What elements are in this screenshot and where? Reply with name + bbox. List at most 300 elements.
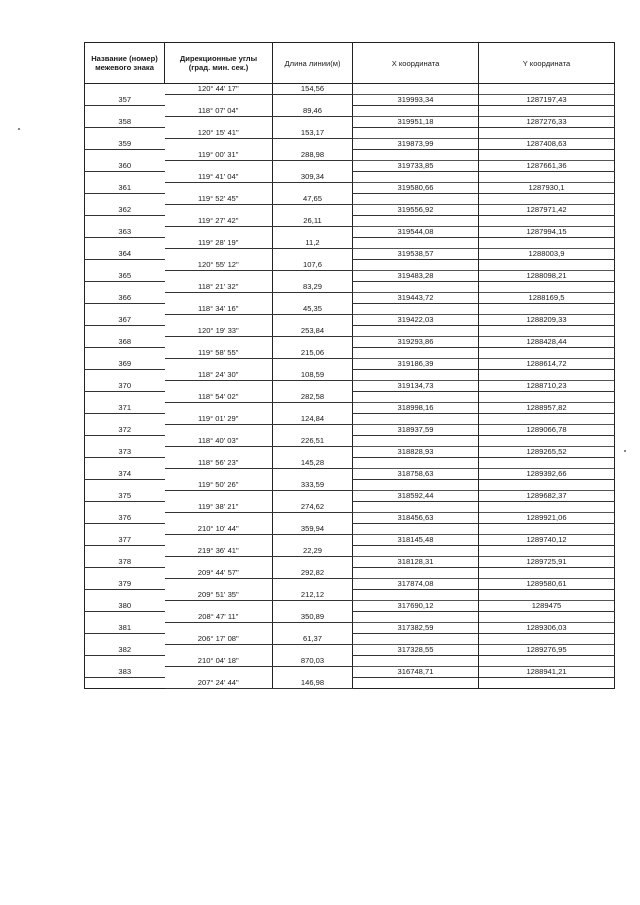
line-length-cell: [273, 557, 353, 568]
direction-angle-cell: [165, 271, 273, 282]
line-length-cell: 309,34: [273, 172, 353, 183]
direction-angle-cell: 118° 21' 32": [165, 282, 273, 293]
segment-row: [85, 348, 615, 359]
segment-row: [85, 238, 615, 249]
marker-name-cell: [85, 590, 165, 601]
line-length-cell: 288,98: [273, 150, 353, 161]
line-length-cell: 11,2: [273, 238, 353, 249]
x-coordinate-cell: 318592,44: [353, 491, 479, 502]
y-coordinate-cell: 1289682,37: [479, 491, 615, 502]
line-length-cell: 89,46: [273, 106, 353, 117]
y-coordinate-cell: 1289265,52: [479, 447, 615, 458]
marker-name-cell: 359: [85, 139, 165, 150]
line-length-cell: [273, 447, 353, 458]
y-coordinate-cell: 1287408,63: [479, 139, 615, 150]
segment-row: [85, 678, 615, 689]
line-length-cell: 870,03: [273, 656, 353, 667]
y-coordinate-cell: [479, 106, 615, 117]
point-row: [85, 491, 615, 502]
point-row: [85, 667, 615, 678]
line-length-cell: [273, 139, 353, 150]
marker-name-cell: 365: [85, 271, 165, 282]
segment-row: [85, 634, 615, 645]
point-row: [85, 623, 615, 634]
marker-name-cell: [85, 282, 165, 293]
x-coordinate-cell: [353, 282, 479, 293]
direction-angle-cell: 119° 50' 26": [165, 480, 273, 491]
line-length-cell: [273, 205, 353, 216]
y-coordinate-cell: [479, 194, 615, 205]
x-coordinate-cell: [353, 590, 479, 601]
line-length-cell: 26,11: [273, 216, 353, 227]
line-length-cell: 359,94: [273, 524, 353, 535]
y-coordinate-cell: [479, 502, 615, 513]
marker-name-cell: 379: [85, 579, 165, 590]
y-coordinate-cell: [479, 392, 615, 403]
marker-name-cell: 358: [85, 117, 165, 128]
marker-name-cell: 366: [85, 293, 165, 304]
marker-name-cell: 369: [85, 359, 165, 370]
point-row: [85, 139, 615, 150]
marker-name-cell: 370: [85, 381, 165, 392]
marker-name-cell: [85, 260, 165, 271]
x-coordinate-cell: [353, 656, 479, 667]
x-coordinate-cell: [353, 480, 479, 491]
y-coordinate-cell: 1288614,72: [479, 359, 615, 370]
line-length-cell: [273, 183, 353, 194]
x-coordinate-cell: [353, 84, 479, 95]
direction-angle-cell: [165, 535, 273, 546]
segment-row: [85, 326, 615, 337]
y-coordinate-cell: 1287197,43: [479, 95, 615, 106]
line-length-cell: [273, 381, 353, 392]
x-coordinate-cell: 317874,08: [353, 579, 479, 590]
line-length-cell: 212,12: [273, 590, 353, 601]
x-coordinate-cell: 319293,86: [353, 337, 479, 348]
marker-name-cell: [85, 568, 165, 579]
direction-angle-cell: [165, 557, 273, 568]
x-coordinate-cell: 318998,16: [353, 403, 479, 414]
y-coordinate-cell: [479, 546, 615, 557]
segment-row: [85, 458, 615, 469]
y-coordinate-cell: 1288003,9: [479, 249, 615, 260]
marker-name-cell: 368: [85, 337, 165, 348]
marker-name-cell: [85, 392, 165, 403]
marker-name-cell: [85, 326, 165, 337]
y-coordinate-cell: [479, 458, 615, 469]
line-length-cell: [273, 117, 353, 128]
x-coordinate-cell: [353, 150, 479, 161]
segment-row: [85, 304, 615, 315]
y-coordinate-cell: [479, 568, 615, 579]
segment-row: [85, 590, 615, 601]
point-row: [85, 293, 615, 304]
y-coordinate-cell: [479, 84, 615, 95]
direction-angle-cell: [165, 469, 273, 480]
segment-row: [85, 260, 615, 271]
direction-angle-cell: [165, 117, 273, 128]
x-coordinate-cell: 319873,99: [353, 139, 479, 150]
direction-angle-cell: 210° 04' 18": [165, 656, 273, 667]
segment-row: [85, 282, 615, 293]
x-coordinate-cell: 319443,72: [353, 293, 479, 304]
x-coordinate-cell: 318828,93: [353, 447, 479, 458]
direction-angle-cell: 206° 17' 08": [165, 634, 273, 645]
marker-name-cell: 376: [85, 513, 165, 524]
direction-angle-cell: [165, 139, 273, 150]
line-length-cell: [273, 161, 353, 172]
marker-name-cell: 371: [85, 403, 165, 414]
point-row: [85, 579, 615, 590]
marker-name-cell: [85, 216, 165, 227]
point-row: [85, 601, 615, 612]
line-length-cell: 107,6: [273, 260, 353, 271]
marker-name-cell: 377: [85, 535, 165, 546]
direction-angle-cell: 119° 38' 21": [165, 502, 273, 513]
direction-angle-cell: [165, 425, 273, 436]
segment-row: [85, 414, 615, 425]
line-length-cell: [273, 359, 353, 370]
direction-angle-cell: [165, 293, 273, 304]
marker-name-cell: 375: [85, 491, 165, 502]
header-y-coordinate: Y координата: [479, 43, 615, 84]
line-length-cell: 253,84: [273, 326, 353, 337]
marker-name-cell: [85, 150, 165, 161]
line-length-cell: 333,59: [273, 480, 353, 491]
scan-speck: [624, 450, 626, 452]
segment-row: [85, 128, 615, 139]
x-coordinate-cell: [353, 370, 479, 381]
x-coordinate-cell: [353, 326, 479, 337]
direction-angle-cell: [165, 491, 273, 502]
x-coordinate-cell: [353, 414, 479, 425]
marker-name-cell: [85, 524, 165, 535]
point-row: [85, 161, 615, 172]
direction-angle-cell: 119° 58' 55": [165, 348, 273, 359]
line-length-cell: 350,89: [273, 612, 353, 623]
x-coordinate-cell: 319134,73: [353, 381, 479, 392]
marker-name-cell: [85, 678, 165, 689]
direction-angle-cell: 118° 07' 04": [165, 106, 273, 117]
y-coordinate-cell: [479, 370, 615, 381]
segment-row: [85, 370, 615, 381]
x-coordinate-cell: 319733,85: [353, 161, 479, 172]
marker-name-cell: 373: [85, 447, 165, 458]
x-coordinate-cell: [353, 304, 479, 315]
x-coordinate-cell: 318937,59: [353, 425, 479, 436]
marker-name-cell: 363: [85, 227, 165, 238]
segment-row: [85, 546, 615, 557]
line-length-cell: [273, 337, 353, 348]
scan-speck: [18, 128, 20, 130]
direction-angle-cell: [165, 601, 273, 612]
line-length-cell: 47,65: [273, 194, 353, 205]
marker-name-cell: 362: [85, 205, 165, 216]
y-coordinate-cell: 1289306,03: [479, 623, 615, 634]
y-coordinate-cell: 1289580,61: [479, 579, 615, 590]
line-length-cell: 274,62: [273, 502, 353, 513]
marker-name-cell: [85, 172, 165, 183]
x-coordinate-cell: [353, 436, 479, 447]
segment-row: [85, 194, 615, 205]
y-coordinate-cell: 1288941,21: [479, 667, 615, 678]
line-length-cell: 282,58: [273, 392, 353, 403]
line-length-cell: [273, 227, 353, 238]
line-length-cell: [273, 249, 353, 260]
line-length-cell: [273, 601, 353, 612]
line-length-cell: [273, 513, 353, 524]
x-coordinate-cell: [353, 524, 479, 535]
x-coordinate-cell: [353, 216, 479, 227]
direction-angle-cell: 119° 27' 42": [165, 216, 273, 227]
direction-angle-cell: 209° 44' 57": [165, 568, 273, 579]
marker-name-cell: 372: [85, 425, 165, 436]
line-length-cell: 154,56: [273, 84, 353, 95]
line-length-cell: [273, 491, 353, 502]
direction-angle-cell: [165, 205, 273, 216]
y-coordinate-cell: [479, 414, 615, 425]
marker-name-cell: [85, 414, 165, 425]
table-header-row: [85, 43, 615, 84]
marker-name-cell: [85, 106, 165, 117]
marker-name-cell: [85, 304, 165, 315]
line-length-cell: [273, 469, 353, 480]
segment-row: [85, 436, 615, 447]
x-coordinate-cell: [353, 458, 479, 469]
y-coordinate-cell: 1287994,15: [479, 227, 615, 238]
marker-name-cell: 364: [85, 249, 165, 260]
point-row: [85, 557, 615, 568]
y-coordinate-cell: [479, 656, 615, 667]
line-length-cell: 83,29: [273, 282, 353, 293]
line-length-cell: [273, 535, 353, 546]
marker-name-cell: 380: [85, 601, 165, 612]
direction-angle-cell: 208° 47' 11": [165, 612, 273, 623]
header-direction-angles: Дирекционные углы (град. мин. сек.): [165, 43, 273, 84]
direction-angle-cell: 120° 15' 41": [165, 128, 273, 139]
marker-name-cell: [85, 128, 165, 139]
x-coordinate-cell: [353, 238, 479, 249]
header-line-length: Длина линии(м): [273, 43, 353, 84]
y-coordinate-cell: 1289921,06: [479, 513, 615, 524]
line-length-cell: [273, 315, 353, 326]
direction-angle-cell: 118° 24' 30": [165, 370, 273, 381]
direction-angle-cell: [165, 447, 273, 458]
y-coordinate-cell: [479, 348, 615, 359]
line-length-cell: [273, 425, 353, 436]
marker-name-cell: [85, 238, 165, 249]
point-row: [85, 359, 615, 370]
y-coordinate-cell: [479, 326, 615, 337]
y-coordinate-cell: 1288209,33: [479, 315, 615, 326]
direction-angle-cell: [165, 249, 273, 260]
segment-row: [85, 502, 615, 513]
direction-angle-cell: [165, 315, 273, 326]
direction-angle-cell: 119° 01' 29": [165, 414, 273, 425]
direction-angle-cell: 207° 24' 44": [165, 678, 273, 689]
line-length-cell: [273, 271, 353, 282]
marker-name-cell: [85, 84, 165, 95]
y-coordinate-cell: [479, 172, 615, 183]
point-row: [85, 425, 615, 436]
y-coordinate-cell: [479, 304, 615, 315]
marker-name-cell: [85, 634, 165, 645]
marker-name-cell: [85, 348, 165, 359]
marker-name-cell: 360: [85, 161, 165, 172]
line-length-cell: 108,59: [273, 370, 353, 381]
line-length-cell: [273, 645, 353, 656]
direction-angle-cell: [165, 337, 273, 348]
y-coordinate-cell: [479, 150, 615, 161]
point-row: [85, 205, 615, 216]
marker-name-cell: 382: [85, 645, 165, 656]
marker-name-cell: 367: [85, 315, 165, 326]
line-length-cell: 145,28: [273, 458, 353, 469]
direction-angle-cell: 219° 36' 41": [165, 546, 273, 557]
direction-angle-cell: 118° 40' 03": [165, 436, 273, 447]
marker-name-cell: [85, 612, 165, 623]
x-coordinate-cell: [353, 612, 479, 623]
marker-name-cell: 378: [85, 557, 165, 568]
direction-angle-cell: 118° 34' 16": [165, 304, 273, 315]
x-coordinate-cell: 317382,59: [353, 623, 479, 634]
x-coordinate-cell: [353, 128, 479, 139]
x-coordinate-cell: [353, 678, 479, 689]
direction-angle-cell: [165, 623, 273, 634]
direction-angle-cell: [165, 667, 273, 678]
direction-angle-cell: 209° 51' 35": [165, 590, 273, 601]
line-length-cell: [273, 579, 353, 590]
point-row: [85, 403, 615, 414]
direction-angle-cell: 119° 41' 04": [165, 172, 273, 183]
direction-angle-cell: 120° 19' 33": [165, 326, 273, 337]
point-row: [85, 271, 615, 282]
x-coordinate-cell: 317328,55: [353, 645, 479, 656]
x-coordinate-cell: [353, 546, 479, 557]
direction-angle-cell: 120° 44' 17": [165, 84, 273, 95]
y-coordinate-cell: 1289725,91: [479, 557, 615, 568]
point-row: [85, 513, 615, 524]
y-coordinate-cell: 1287930,1: [479, 183, 615, 194]
direction-angle-cell: 118° 54' 02": [165, 392, 273, 403]
direction-angle-cell: [165, 403, 273, 414]
x-coordinate-cell: 319556,92: [353, 205, 479, 216]
x-coordinate-cell: [353, 106, 479, 117]
y-coordinate-cell: [479, 238, 615, 249]
x-coordinate-cell: 319483,28: [353, 271, 479, 282]
direction-angle-cell: [165, 95, 273, 106]
x-coordinate-cell: [353, 502, 479, 513]
line-length-cell: 292,82: [273, 568, 353, 579]
marker-name-cell: [85, 458, 165, 469]
segment-row: [85, 216, 615, 227]
y-coordinate-cell: 1289475: [479, 601, 615, 612]
y-coordinate-cell: 1289066,78: [479, 425, 615, 436]
y-coordinate-cell: 1288710,23: [479, 381, 615, 392]
direction-angle-cell: 210° 10' 44": [165, 524, 273, 535]
x-coordinate-cell: [353, 568, 479, 579]
y-coordinate-cell: [479, 678, 615, 689]
x-coordinate-cell: 319422,03: [353, 315, 479, 326]
point-row: [85, 95, 615, 106]
y-coordinate-cell: [479, 480, 615, 491]
x-coordinate-cell: 317690,12: [353, 601, 479, 612]
direction-angle-cell: 118° 56' 23": [165, 458, 273, 469]
segment-row: [85, 172, 615, 183]
x-coordinate-cell: 319951,18: [353, 117, 479, 128]
line-length-cell: 124,84: [273, 414, 353, 425]
y-coordinate-cell: [479, 216, 615, 227]
point-row: [85, 117, 615, 128]
y-coordinate-cell: [479, 634, 615, 645]
direction-angle-cell: [165, 359, 273, 370]
x-coordinate-cell: 318145,48: [353, 535, 479, 546]
y-coordinate-cell: 1287971,42: [479, 205, 615, 216]
direction-angle-cell: 119° 28' 19": [165, 238, 273, 249]
direction-angle-cell: [165, 579, 273, 590]
point-row: [85, 249, 615, 260]
x-coordinate-cell: 319538,57: [353, 249, 479, 260]
x-coordinate-cell: 318758,63: [353, 469, 479, 480]
point-row: [85, 183, 615, 194]
line-length-cell: [273, 623, 353, 634]
y-coordinate-cell: [479, 282, 615, 293]
x-coordinate-cell: [353, 172, 479, 183]
x-coordinate-cell: [353, 634, 479, 645]
segment-row: [85, 84, 615, 95]
line-length-cell: [273, 293, 353, 304]
y-coordinate-cell: [479, 128, 615, 139]
point-row: [85, 315, 615, 326]
direction-angle-cell: [165, 227, 273, 238]
direction-angle-cell: 120° 55' 12": [165, 260, 273, 271]
marker-name-cell: 357: [85, 95, 165, 106]
y-coordinate-cell: 1288957,82: [479, 403, 615, 414]
point-row: [85, 337, 615, 348]
marker-name-cell: 361: [85, 183, 165, 194]
line-length-cell: 22,29: [273, 546, 353, 557]
y-coordinate-cell: [479, 612, 615, 623]
segment-row: [85, 524, 615, 535]
direction-angle-cell: [165, 513, 273, 524]
y-coordinate-cell: [479, 590, 615, 601]
line-length-cell: 215,06: [273, 348, 353, 359]
point-row: [85, 227, 615, 238]
y-coordinate-cell: [479, 436, 615, 447]
marker-name-cell: [85, 656, 165, 667]
marker-name-cell: [85, 194, 165, 205]
x-coordinate-cell: [353, 260, 479, 271]
y-coordinate-cell: 1289392,66: [479, 469, 615, 480]
x-coordinate-cell: [353, 348, 479, 359]
x-coordinate-cell: 319544,08: [353, 227, 479, 238]
direction-angle-cell: 119° 52' 45": [165, 194, 273, 205]
y-coordinate-cell: 1288098,21: [479, 271, 615, 282]
segment-row: [85, 392, 615, 403]
header-marker-name: Название (номер) межевого знака: [85, 43, 165, 84]
marker-name-cell: [85, 546, 165, 557]
x-coordinate-cell: 318456,63: [353, 513, 479, 524]
table-body: [85, 84, 615, 689]
segment-row: [85, 568, 615, 579]
line-length-cell: [273, 403, 353, 414]
segment-row: [85, 480, 615, 491]
direction-angle-cell: [165, 381, 273, 392]
point-row: [85, 535, 615, 546]
x-coordinate-cell: 319186,39: [353, 359, 479, 370]
x-coordinate-cell: 319993,34: [353, 95, 479, 106]
boundary-coordinates-table: [84, 42, 615, 689]
